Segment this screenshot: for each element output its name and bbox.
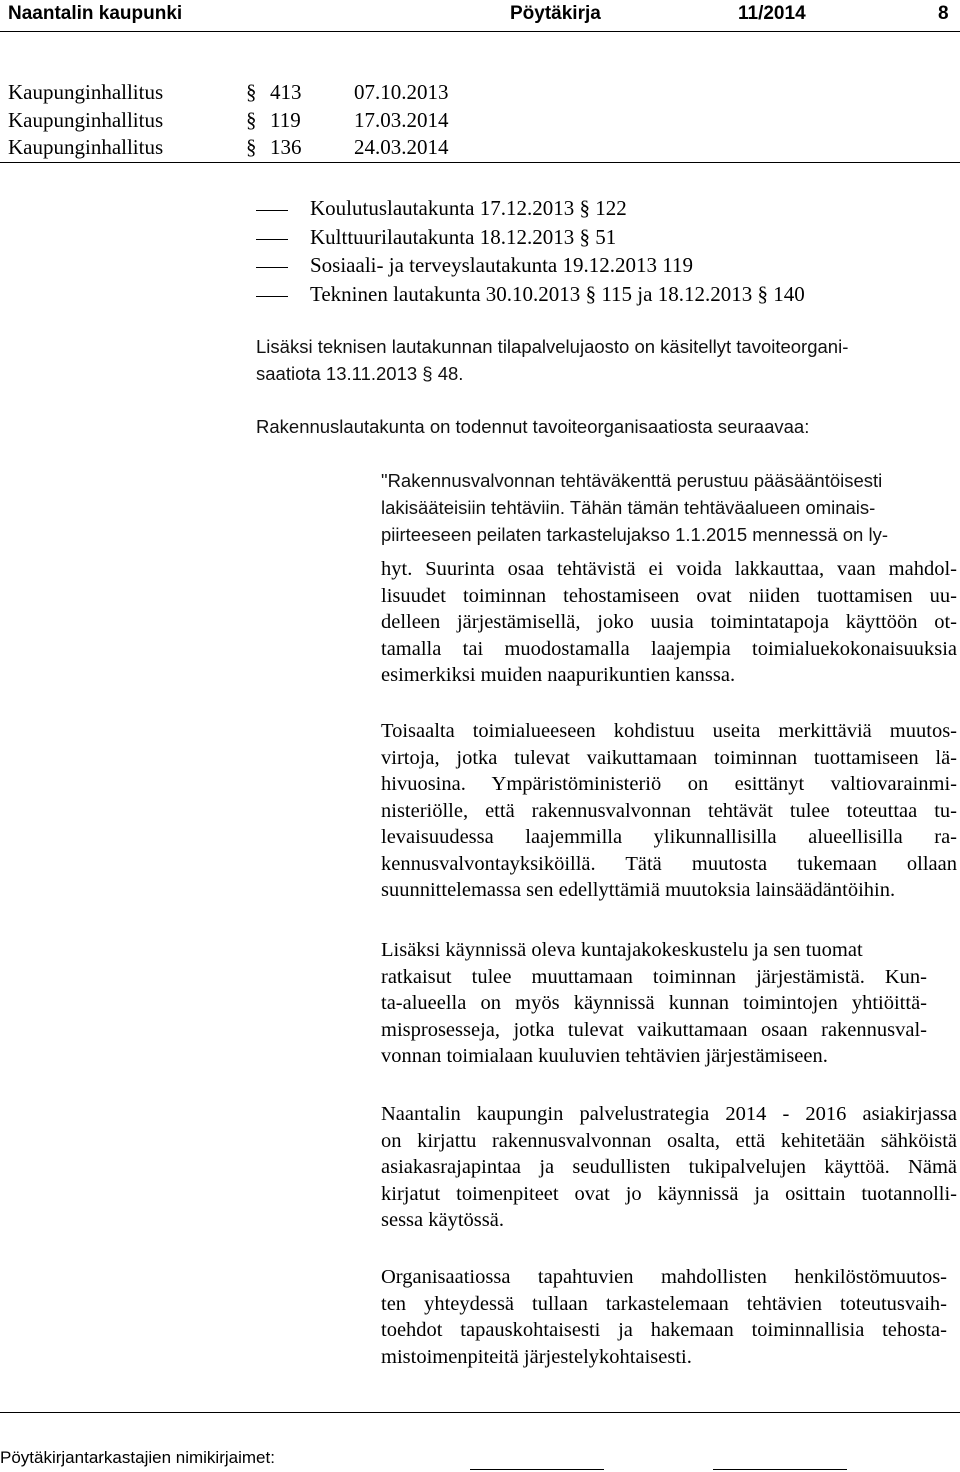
dash-bullet-icon <box>256 210 288 211</box>
reference-body: Kaupunginhallitus <box>8 107 164 132</box>
reference-date: 17.03.2014 <box>354 107 449 132</box>
board-ref-section: 51 <box>595 224 617 249</box>
section-sign-icon: § <box>246 107 257 132</box>
reference-row <box>8 108 708 136</box>
paragraph-5: Organisaatiossa tapahtuvien mahdollisten henkilöstömuutos- ten yhteydessä tullaan tarkastelemaan tehtävien toteutusvaih- toehdot tapauskohtaisesti ja hakemaan toiminnallisia tehosta- mistoimenpiteitä järjestelykohtaisesti. <box>381 1266 947 1368</box>
board-ref-section: 122 <box>595 196 627 220</box>
dash-bullet-icon <box>256 239 288 240</box>
board-ref-text: Sosiaali- ja terveyslautakunta 19.12.2013 119 <box>310 253 693 277</box>
reference-body: Kaupunginhallitus <box>8 135 164 159</box>
board-ref-section: 140 <box>773 281 805 306</box>
board-ref-text: Tekninen lautakunta 30.10.2013 <box>310 281 581 306</box>
reference-section: 136 <box>270 135 302 159</box>
signature-line <box>713 1469 847 1470</box>
section-sign-icon: § <box>422 363 433 384</box>
section-rule <box>0 162 960 163</box>
section-sign-icon: § <box>757 281 768 306</box>
paragraph-additional: Lisäksi teknisen lautakunnan tilapalvelujaosto on käsitellyt tavoiteorgani- saatiota 13.11.2013 § 48. <box>256 336 849 384</box>
paragraph-intro: Rakennuslautakunta on todennut tavoiteorganisaatiosta seuraavaa: <box>256 416 810 437</box>
section-sign-icon: § <box>246 80 257 104</box>
reference-row <box>8 80 708 108</box>
board-ref-text: Kulttuurilautakunta 18.12.2013 <box>310 224 575 249</box>
reference-body: Kaupunginhallitus <box>8 80 164 104</box>
dash-bullet-icon <box>256 296 288 297</box>
section-sign-icon: § <box>579 196 590 220</box>
reference-date: 24.03.2014 <box>354 135 449 159</box>
reference-section: 413 <box>270 80 302 104</box>
section-sign-icon: § <box>579 224 590 249</box>
signature-line <box>470 1469 604 1470</box>
reference-list <box>8 80 708 163</box>
footer-label: Pöytäkirjantarkastajien nimikirjaimet: <box>0 1448 275 1467</box>
organization-name: Naantalin kaupunki <box>8 3 183 24</box>
document-number: 11/2014 <box>738 3 806 24</box>
quote-paragraph: "Rakennusvalvonnan tehtäväkenttä perustuu pääsääntöisesti lakisääteisiin tehtäviin. Tähän tämän tehtäväalueen ominais- piirteeseen peilaten tarkastelujakso 1.1.2015 mennessä on ly- <box>381 470 889 545</box>
dash-bullet-icon <box>256 267 288 268</box>
paragraph-1: hyt. Suurinta osaa tehtävistä ei voida lakkauttaa, vaan mahdol- lisuudet toiminnan tehostamiseen ovat niiden tuottamisen uu- delleen järjestämisellä, joko uusia toimintatapoja käyttöön ot- tamalla tai muodostamalla laajempia toimialuekokonaisuuksia esimerkiksi muiden naapurikuntien kanssa. <box>381 558 957 686</box>
paragraph-3: Lisäksi käynnissä oleva kuntajakokeskustelu ja sen tuomat ratkaisut tulee muuttamaan toiminnan järjestämistä. Kun- ta-alueella on myös käynnissä kunnan toimintojen yhtiöittä- misprosesseja, jotka tulevat vaikuttamaan osaan rakennusval- vonnan toimialaan kuuluvien tehtävien järjestämiseen. <box>381 939 927 1067</box>
reference-row <box>8 135 708 163</box>
reference-date: 07.10.2013 <box>354 80 449 104</box>
document-type: Pöytäkirja <box>510 3 601 24</box>
section-sign-icon: § <box>585 281 597 306</box>
section-sign-icon: § <box>246 135 257 159</box>
paragraph-2: Toisaalta toimialueeseen kohdistuu useita merkittäviä muutos- virtoja, jotka tulevat vaikuttamaan toiminnan tuottamiseen lä- hivuosina. Ympäristöministeriö on esittänyt valtiovarainmi- nisteriölle, että rakennusvalvonnan tehtävät tulee toteuttaa tu- levaisuudessa laajemmilla ylikunnallisilla alueellisilla ra- kennusvalvontayksiköillä. Tätä muutosta tukemaan ollaan suunnittelemassa sen edellyttämiä muutoksia lainsäädäntöihin. <box>381 720 957 901</box>
board-ref-section: 115 ja 18.12.2013 <box>601 281 753 306</box>
reference-section: 119 <box>270 107 301 132</box>
footer-rule <box>0 1412 960 1413</box>
board-ref-text: Koulutuslautakunta 17.12.2013 <box>310 196 575 220</box>
page-header <box>0 0 960 29</box>
paragraph-4: Naantalin kaupungin palvelustrategia 2014 - 2016 asiakirjassa on kirjattu rakennusvalvonnan osalta, että kehitetään sähköistä asiakasrajapintaa ja seudullisten tukipalvelujen käyttöä. Nämä kirjatut toimenpiteet ovat jo käynnissä ja osittain tuotannolli- sessa käytössä. <box>381 1103 957 1231</box>
page-number: 8 <box>938 3 949 24</box>
header-rule <box>0 31 960 32</box>
